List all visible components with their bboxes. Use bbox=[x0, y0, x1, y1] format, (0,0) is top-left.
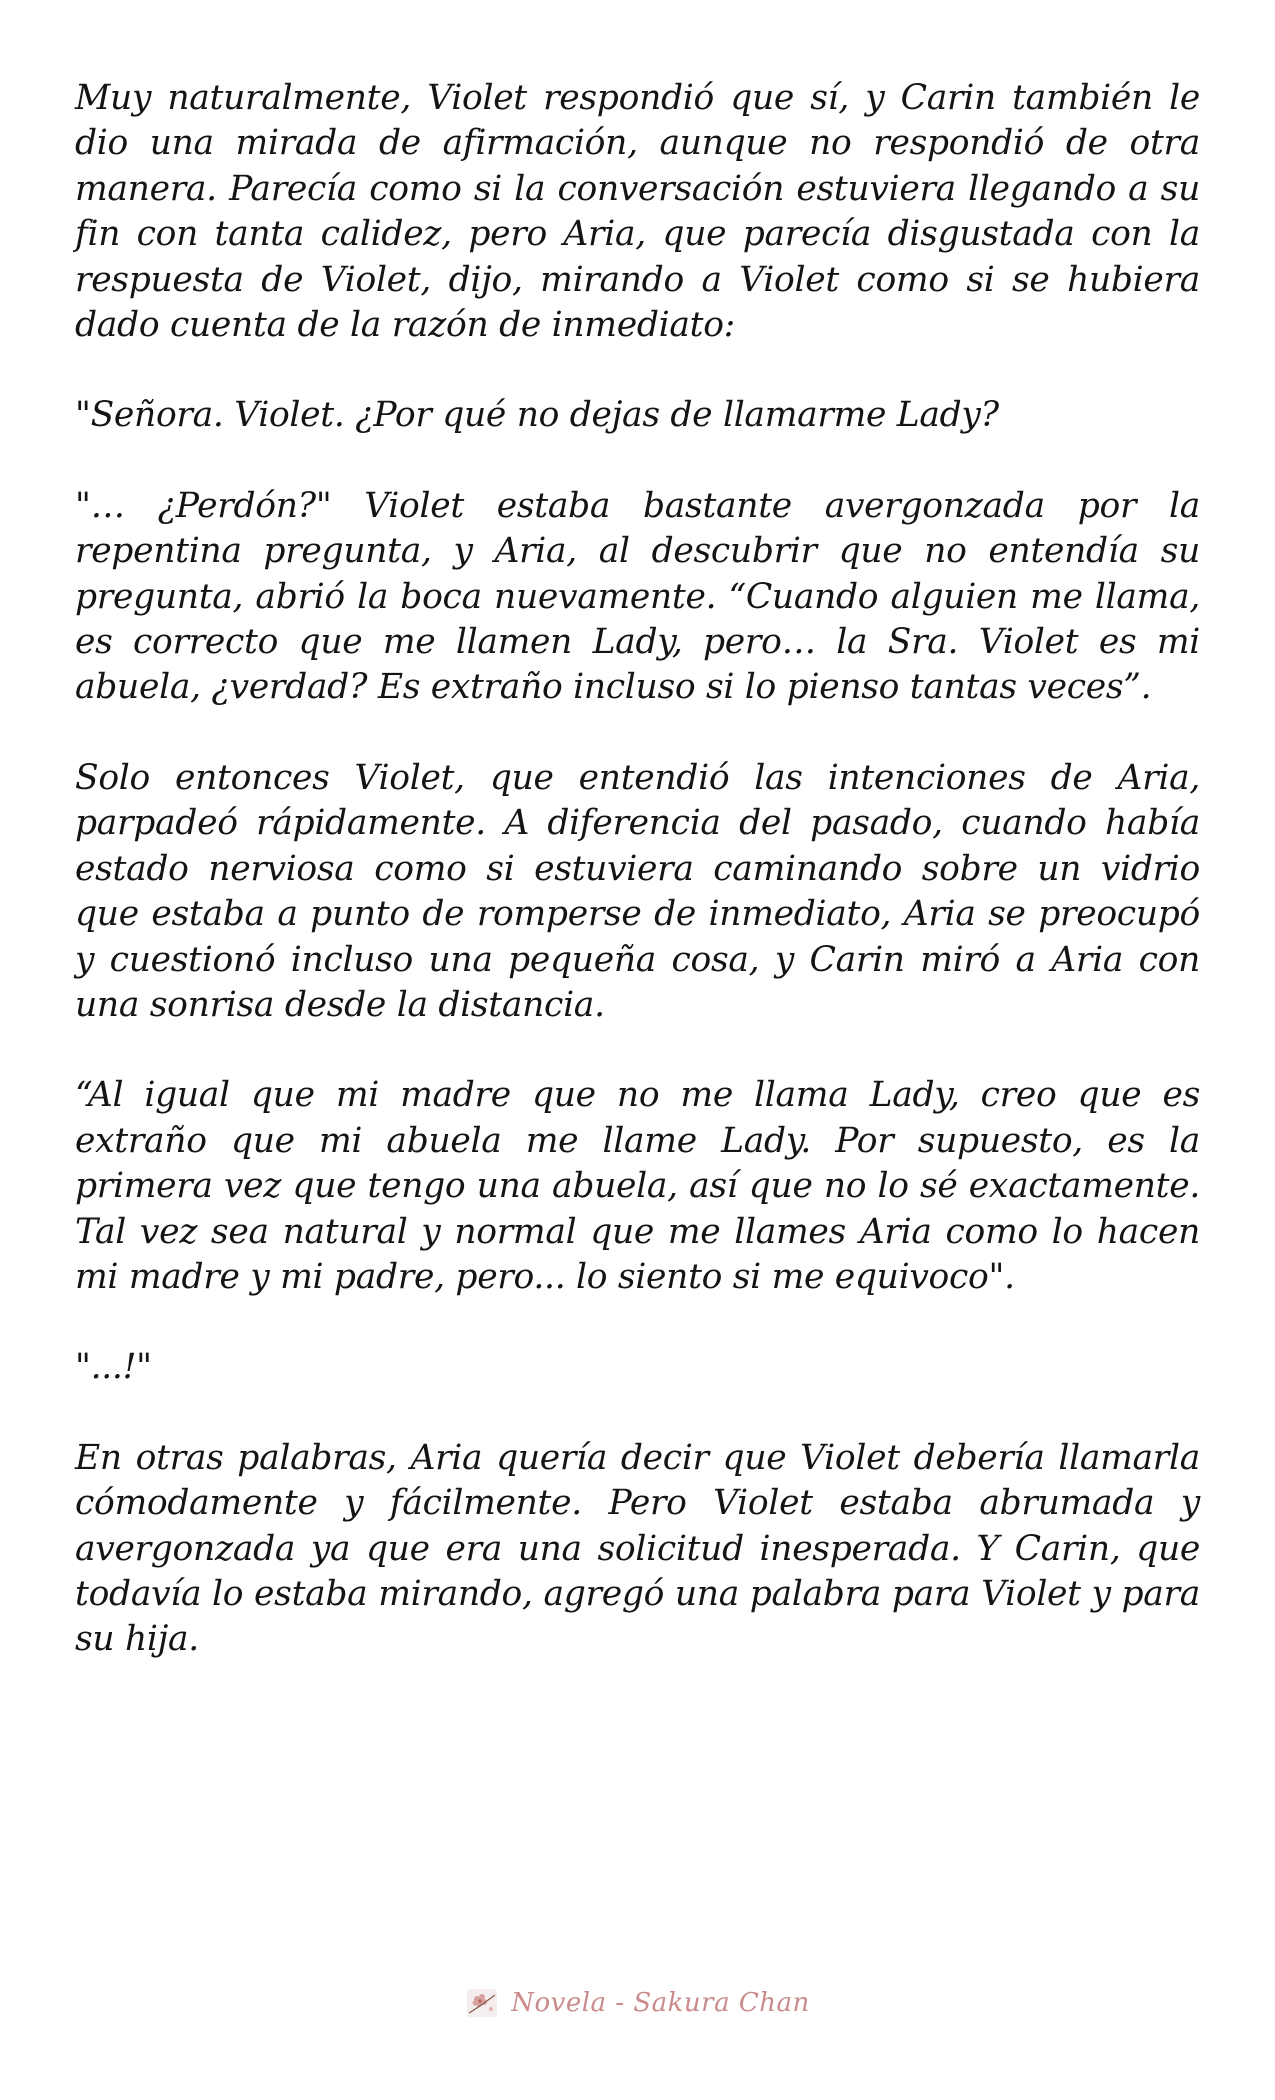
paragraph-4: Solo entonces Violet, que entendió las intenciones de Aria, parpadeó rápidamente. A diferencia del pasado, cuando había estado nerviosa como si estuviera caminando sobre un vidrio que estaba a punto de romperse de inmediato, Aria se preocupó y cuestionó incluso una pequeña cosa, y Carin miró a Aria con una sonrisa desde la distancia. bbox=[75, 757, 1200, 1025]
paragraph-7: En otras palabras, Aria quería decir que Violet debería llamarla cómodamente y fácilmente. Pero Violet estaba abrumada y avergonzada ya que era una solicitud inesperada. Y Carin, que todavía lo estaba mirando, agregó una palabra para Violet y para su hija. bbox=[75, 1437, 1200, 1660]
paragraph-6: "...!" bbox=[75, 1347, 152, 1388]
paragraph-5: “Al igual que mi madre que no me llama Lady, creo que es extraño que mi abuela me llame Lady. Por supuesto, es la primera vez que tengo una abuela, así que no lo sé exactamente. Tal vez sea natural y normal que me llames Aria como lo hacen mi madre y mi padre, pero... lo siento si me equivoco". bbox=[75, 1075, 1200, 1297]
watermark-text: Novela - Sakura Chan bbox=[511, 1988, 810, 2018]
sakura-blossom-icon bbox=[465, 1985, 505, 2021]
paragraph-1: Muy naturalmente, Violet respondió que sí, y Carin también le dio una mirada de afirmación, aunque no respondió de otra manera. Parecía como si la conversación estuviera llegando a su fin con tanta calidez, pero Aria, que parecía disgustada con la respuesta de Violet, dijo, mirando a Violet como si se hubiera dado cuenta de la razón de inmediato: bbox=[75, 78, 1200, 346]
paragraph-2: "Señora. Violet. ¿Por qué no dejas de llamarme Lady? bbox=[75, 395, 999, 436]
watermark-footer bbox=[0, 1985, 1275, 2021]
document-body bbox=[75, 76, 1200, 1708]
paragraph-3: "… ¿Perdón?" Violet estaba bastante avergonzada por la repentina pregunta, y Aria, al descubrir que no entendía su pregunta, abrió la boca nuevamente. “Cuando alguien me llama, es correcto que me llamen Lady, pero… la Sra. Violet es mi abuela, ¿verdad? Es extraño incluso si lo pienso tantas veces”. bbox=[75, 485, 1200, 708]
